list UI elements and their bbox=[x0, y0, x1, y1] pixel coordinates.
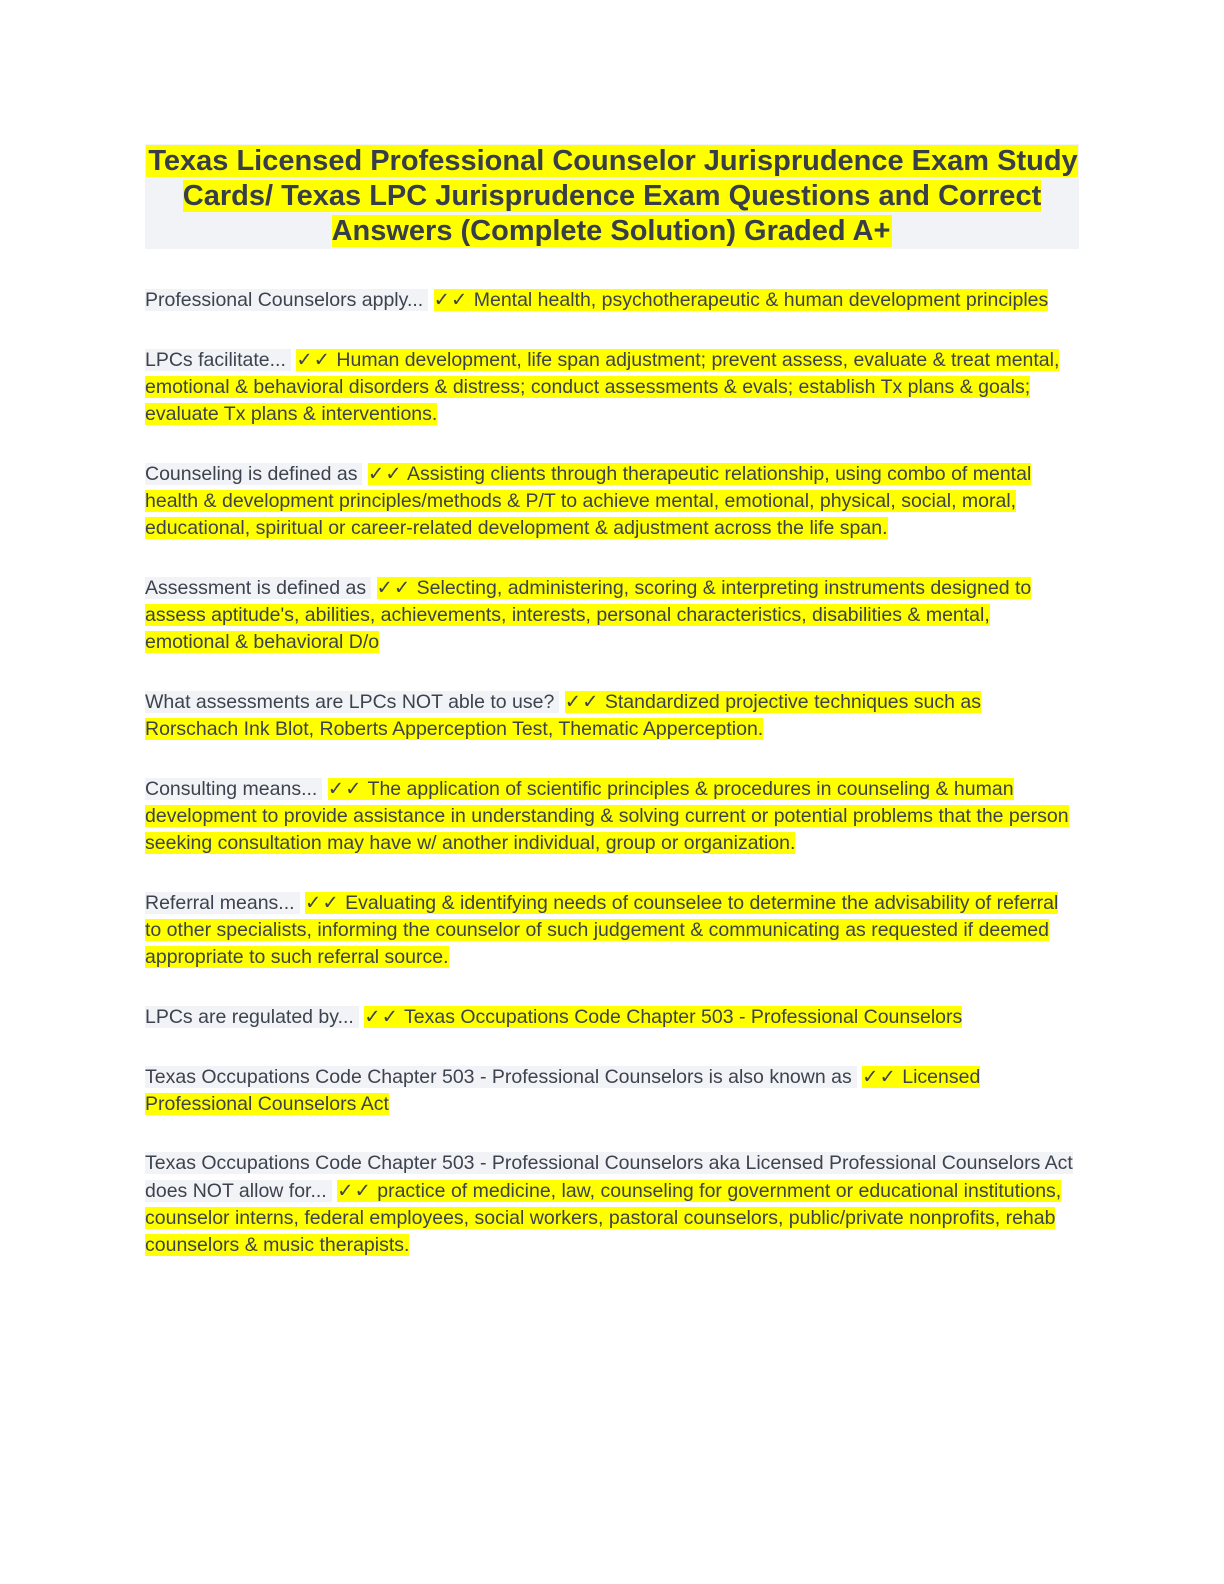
checkmark-icon: ✓✓ bbox=[296, 348, 331, 371]
checkmark-icon: ✓✓ bbox=[327, 777, 363, 800]
card-answer-text: Evaluating & identifying needs of counselee to determine the advisability of referral to other specialists, informing the counselor of such judgement & communicating as requested if deemed appropriate to such referral source. bbox=[145, 892, 1059, 968]
study-card bbox=[145, 286, 1079, 314]
card-answer-text: Human development, life span adjustment; prevent assess, evaluate & treat mental, emotional & behavioral disorders & distress; conduct assessments & evals; establish Tx plans & goals; evaluate Tx plans & interventions. bbox=[145, 349, 1060, 425]
card-list bbox=[145, 286, 1079, 1259]
card-answer-text: Assisting clients through therapeutic relationship, using combo of mental health & development principles/methods & P/T to achieve mental, emotional, physical, social, moral, educational, spiritual or career-related development & adjustment across the life span. bbox=[145, 463, 1032, 539]
card-question: Referral means... bbox=[145, 892, 300, 914]
card-question: LPCs are regulated by... bbox=[145, 1006, 359, 1028]
study-card bbox=[145, 889, 1079, 971]
title-block bbox=[145, 144, 1079, 249]
card-answer-text: practice of medicine, law, counseling for government or educational institutions, counselor interns, federal employees, social workers, pastoral counselors, public/private nonprofits, rehab counselors & music therapists. bbox=[145, 1180, 1062, 1256]
study-card bbox=[145, 1150, 1079, 1259]
study-card bbox=[145, 346, 1079, 428]
card-answer-text: Selecting, administering, scoring & interpreting instruments designed to assess aptitude's, abilities, achievements, interests, personal characteristics, disabilities & mental, emotional & behavioral D/o bbox=[145, 577, 1032, 653]
checkmark-icon: ✓✓ bbox=[364, 1005, 399, 1028]
card-answer-text: Texas Occupations Code Chapter 503 - Professional Counselors bbox=[404, 1006, 963, 1028]
checkmark-icon: ✓✓ bbox=[376, 576, 412, 599]
checkmark-icon: ✓✓ bbox=[367, 462, 403, 485]
checkmark-icon: ✓✓ bbox=[304, 891, 340, 914]
study-card bbox=[145, 1063, 1079, 1118]
checkmark-icon: ✓✓ bbox=[564, 690, 600, 713]
card-question: Texas Occupations Code Chapter 503 - Professional Counselors aka Licensed Professional Counselors Act does NOT allow for... bbox=[145, 1152, 1073, 1202]
study-card bbox=[145, 574, 1079, 656]
checkmark-icon: ✓✓ bbox=[862, 1065, 897, 1088]
card-question: LPCs facilitate... bbox=[145, 349, 291, 371]
card-question: What assessments are LPCs NOT able to use? bbox=[145, 691, 559, 713]
card-question: Consulting means... bbox=[145, 778, 322, 800]
card-answer-text: Standardized projective techniques such as Rorschach Ink Blot, Roberts Apperception Test, Thematic Apperception. bbox=[145, 691, 982, 740]
card-answer-text: The application of scientific principles & procedures in counseling & human development to provide assistance in understanding & solving current or potential problems that the person seeking consultation may have w/ another individual, group or organization. bbox=[145, 778, 1069, 854]
card-answer-text: Licensed Professional Counselors Act bbox=[145, 1066, 981, 1115]
checkmark-icon: ✓✓ bbox=[337, 1179, 372, 1202]
page-title bbox=[145, 144, 1079, 249]
card-question: Texas Occupations Code Chapter 503 - Professional Counselors is also known as bbox=[145, 1066, 857, 1088]
card-answer-highlight bbox=[434, 289, 1049, 311]
study-card bbox=[145, 460, 1079, 542]
study-card bbox=[145, 775, 1079, 857]
card-question: Counseling is defined as bbox=[145, 463, 362, 485]
checkmark-icon: ✓✓ bbox=[433, 288, 469, 311]
study-card bbox=[145, 688, 1079, 743]
card-question: Professional Counselors apply... bbox=[145, 289, 428, 311]
card-question: Assessment is defined as bbox=[145, 577, 371, 599]
study-card bbox=[145, 1003, 1079, 1031]
card-answer-highlight bbox=[364, 1006, 962, 1028]
card-answer-text: Mental health, psychotherapeutic & human development principles bbox=[473, 289, 1049, 311]
page-title-highlight: Texas Licensed Professional Counselor Jurisprudence Exam Study Cards/ Texas LPC Jurisprudence Exam Questions and Correct Answers (Complete Solution) Graded A+ bbox=[148, 145, 1078, 247]
